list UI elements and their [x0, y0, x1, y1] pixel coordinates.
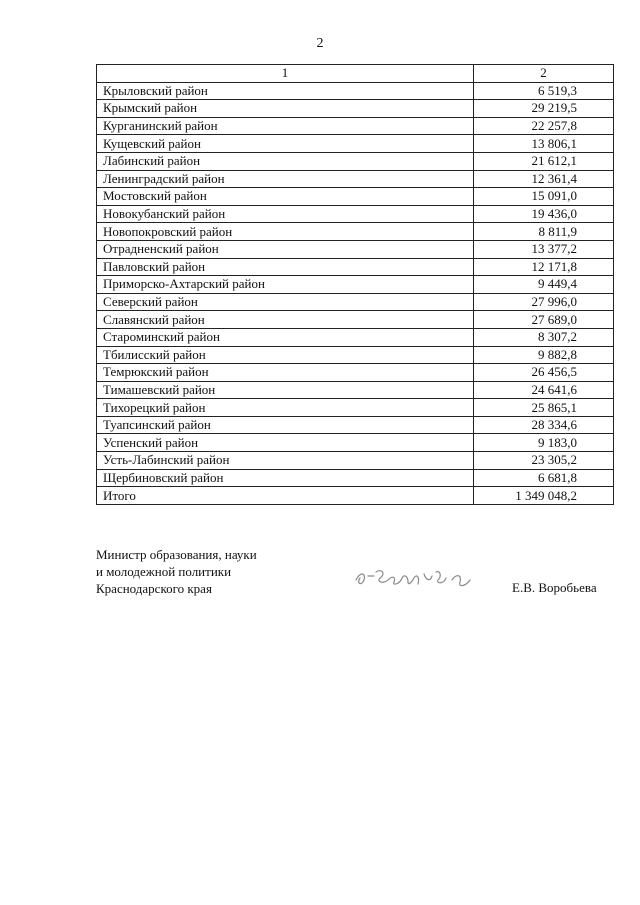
district-name-cell: Щербиновский район — [97, 469, 474, 487]
district-name-cell: Староминский район — [97, 328, 474, 346]
signatory-title-line: Министр образования, науки — [96, 547, 257, 562]
table-row — [97, 364, 614, 382]
district-name-cell: Славянский район — [97, 311, 474, 329]
district-name-cell: Тихорецкий район — [97, 399, 474, 417]
district-name-cell: Тбилисский район — [97, 346, 474, 364]
district-name-cell: Павловский район — [97, 258, 474, 276]
amount-cell: 13 377,2 — [474, 240, 614, 258]
table-row — [97, 452, 614, 470]
table-row — [97, 223, 614, 241]
amount-cell: 9 449,4 — [474, 276, 614, 294]
district-name-cell: Новокубанский район — [97, 205, 474, 223]
amount-cell: 8 307,2 — [474, 328, 614, 346]
table-row — [97, 346, 614, 364]
signatory-title — [96, 546, 257, 597]
table-row — [97, 100, 614, 118]
table-header-row — [97, 65, 614, 83]
amount-cell: 19 436,0 — [474, 205, 614, 223]
amount-cell: 22 257,8 — [474, 117, 614, 135]
district-name-cell: Туапсинский район — [97, 416, 474, 434]
district-name-cell: Тимашевский район — [97, 381, 474, 399]
table-row — [97, 381, 614, 399]
district-name-cell: Крымский район — [97, 100, 474, 118]
table-row — [97, 328, 614, 346]
amount-cell: 12 171,8 — [474, 258, 614, 276]
amount-cell: 29 219,5 — [474, 100, 614, 118]
amount-cell: 12 361,4 — [474, 170, 614, 188]
district-name-cell: Успенский район — [97, 434, 474, 452]
amount-cell: 8 811,9 — [474, 223, 614, 241]
amount-cell: 28 334,6 — [474, 416, 614, 434]
district-name-cell: Новопокровский район — [97, 223, 474, 241]
table-row — [97, 416, 614, 434]
district-name-cell: Приморско-Ахтарский район — [97, 276, 474, 294]
amount-cell: 24 641,6 — [474, 381, 614, 399]
column-header-1: 1 — [97, 65, 474, 83]
amount-cell: 9 183,0 — [474, 434, 614, 452]
amount-cell: 25 865,1 — [474, 399, 614, 417]
table-row — [97, 205, 614, 223]
amount-cell: 21 612,1 — [474, 152, 614, 170]
table-row — [97, 152, 614, 170]
handwritten-signature — [352, 562, 482, 594]
district-name-cell: Темрюкский район — [97, 364, 474, 382]
page-number: 2 — [316, 36, 324, 51]
table-body — [97, 65, 614, 505]
amount-cell: 9 882,8 — [474, 346, 614, 364]
table-row — [97, 240, 614, 258]
table-row — [97, 188, 614, 206]
table-row — [97, 276, 614, 294]
amount-cell: 13 806,1 — [474, 135, 614, 153]
amount-cell: 6 681,8 — [474, 469, 614, 487]
table-row — [97, 434, 614, 452]
table-row — [97, 170, 614, 188]
amount-cell: 15 091,0 — [474, 188, 614, 206]
signatory-title-line: Краснодарского края — [96, 581, 212, 596]
allocation-table — [96, 64, 614, 505]
district-name-cell: Ленинградский район — [97, 170, 474, 188]
table-row — [97, 135, 614, 153]
signatory-title-line: и молодежной политики — [96, 564, 232, 579]
amount-cell: 6 519,3 — [474, 82, 614, 100]
total-row — [97, 487, 614, 505]
district-name-cell: Лабинский район — [97, 152, 474, 170]
amount-cell: 26 456,5 — [474, 364, 614, 382]
column-header-2: 2 — [474, 65, 614, 83]
table-row — [97, 258, 614, 276]
district-name-cell: Крыловский район — [97, 82, 474, 100]
district-name-cell: Северский район — [97, 293, 474, 311]
amount-cell: 23 305,2 — [474, 452, 614, 470]
district-name-cell: Усть-Лабинский район — [97, 452, 474, 470]
table-row — [97, 293, 614, 311]
district-name-cell: Отрадненский район — [97, 240, 474, 258]
district-name-cell: Итого — [97, 487, 474, 505]
amount-cell: 27 996,0 — [474, 293, 614, 311]
signer-name: Е.В. Воробьева — [512, 580, 597, 595]
table-row — [97, 469, 614, 487]
table-row — [97, 82, 614, 100]
table-row — [97, 399, 614, 417]
district-name-cell: Мостовский район — [97, 188, 474, 206]
amount-cell: 1 349 048,2 — [474, 487, 614, 505]
table-row — [97, 117, 614, 135]
table-row — [97, 311, 614, 329]
district-name-cell: Кущевский район — [97, 135, 474, 153]
district-name-cell: Курганинский район — [97, 117, 474, 135]
amount-cell: 27 689,0 — [474, 311, 614, 329]
